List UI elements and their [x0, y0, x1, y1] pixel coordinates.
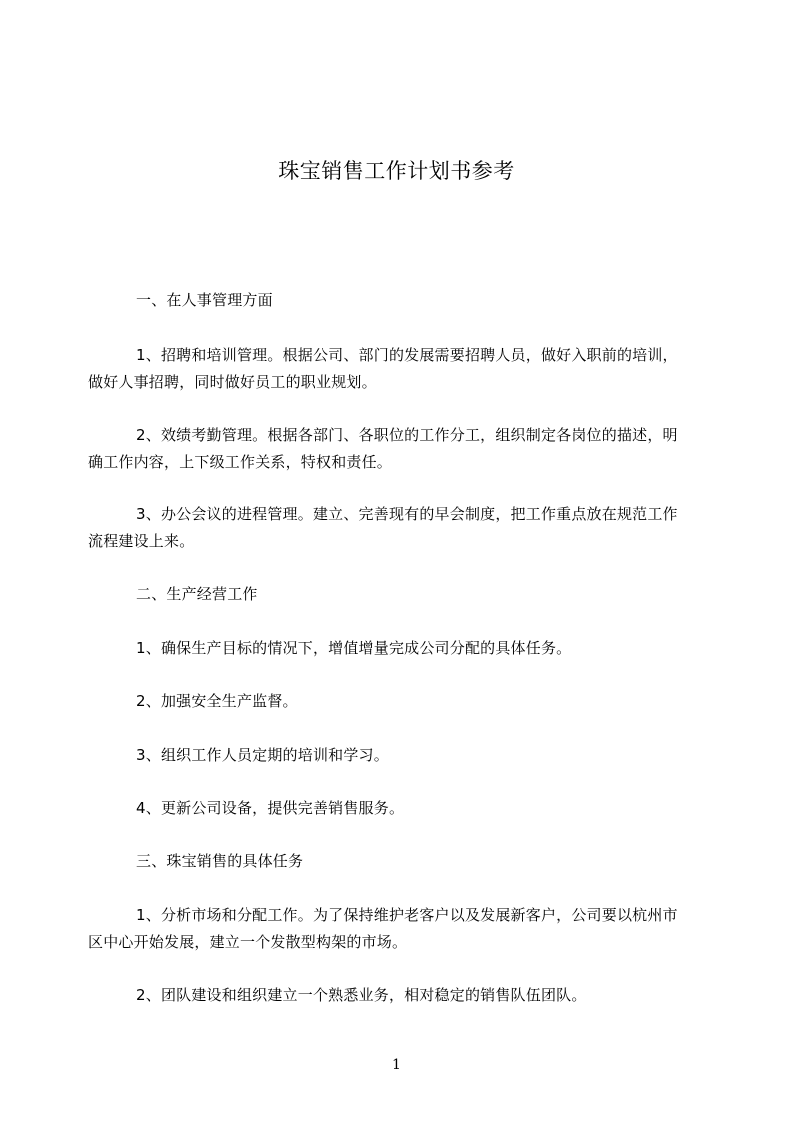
document-title: 珠宝销售工作计划书参考	[278, 159, 515, 184]
paragraph-line: 2、加强安全生产监督。	[136, 692, 298, 710]
paragraph-line: 区中心开始发展，建立一个发散型构架的市场。	[88, 933, 408, 951]
page-number: 1	[392, 1057, 401, 1073]
paragraph-line: 3、办公会议的进程管理。建立、完善现有的早会制度，把工作重点放在规范工作	[136, 505, 678, 523]
paragraph-line: 2、效绩考勤管理。根据各部门、各职位的工作分工，组织制定各岗位的描述，明	[136, 426, 678, 444]
paragraph-line: 3、组织工作人员定期的培训和学习。	[136, 746, 389, 764]
section-heading-personnel: 一、在人事管理方面	[136, 291, 273, 309]
paragraph-line: 1、招聘和培训管理。根据公司、部门的发展需要招聘人员，做好入职前的培训，	[136, 346, 678, 364]
paragraph-line: 4、更新公司设备，提供完善销售服务。	[136, 799, 405, 817]
paragraph-line: 1、分析市场和分配工作。为了保持维护老客户以及发展新客户，公司要以杭州市	[136, 906, 678, 924]
section-heading-operations: 二、生产经营工作	[136, 585, 258, 603]
paragraph-line: 确工作内容，上下级工作关系，特权和责任。	[88, 453, 393, 471]
section-heading-sales-tasks: 三、珠宝销售的具体任务	[136, 852, 304, 870]
paragraph-line: 2、团队建设和组织建立一个熟悉业务，相对稳定的销售队伍团队。	[136, 986, 587, 1004]
paragraph-line: 1、确保生产目标的情况下，增值增量完成公司分配的具体任务。	[136, 639, 572, 657]
paragraph-line: 流程建设上来。	[88, 532, 195, 550]
paragraph-line: 做好人事招聘，同时做好员工的职业规划。	[88, 373, 377, 391]
